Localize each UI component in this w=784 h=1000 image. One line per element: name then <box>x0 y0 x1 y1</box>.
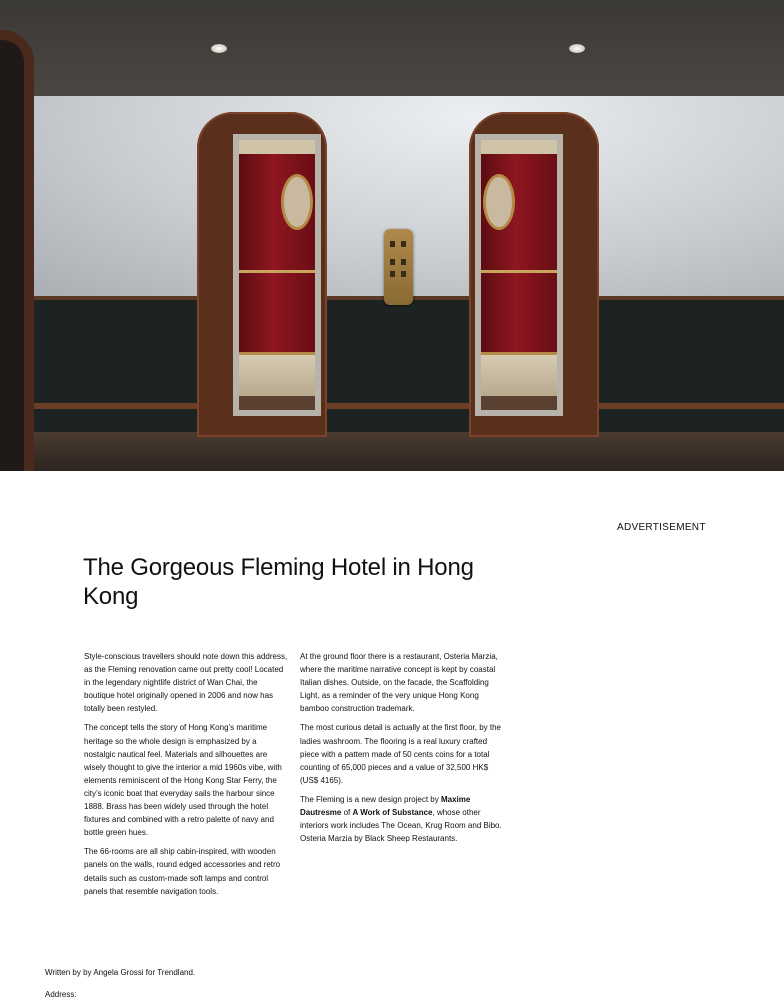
article-paragraph: The 66-rooms are all ship cabin-inspired, with wooden panels on the walls, round edged accessories and retro details such as custom-made soft lamps and control panels that resemble navigation tools. <box>84 847 281 896</box>
studio-link[interactable]: A Work of Substance <box>352 808 433 818</box>
article-paragraph: At the ground floor there is a restaurant, Osteria Marzia, where the maritime narrative concept is kept by coastal Italian dishes. Outside, on the facade, the Scaffolding Light, as a reminder of the very unique Hong Kong bamboo construction trademark. <box>300 652 498 714</box>
article-paragraph: Style-conscious travellers should note down this address, as the Fleming renovation came out pretty cool! Located in the legendary nightlife district of Wan Chai, the boutique hotel originally opened in 2006 and now has totally been restyled. <box>84 652 288 714</box>
doorway-arch <box>0 30 34 471</box>
porthole-mirror-icon <box>281 174 313 230</box>
article-paragraph: The most curious detail is actually at the first floor, by the ladies washroom. The flooring is a real luxury crafted piece with a pattern made of 50 cents coins for a total counting of 65,000 pieces and a value of 32,500 HK$ (US$ 4165). <box>300 723 501 785</box>
article-paragraph <box>300 793 505 845</box>
designer-link[interactable]: Maxime Dautresme <box>300 794 471 818</box>
paragraph-text: The Fleming is a new design project by <box>300 794 441 804</box>
skirting <box>0 403 784 409</box>
advertisement-label: ADVERTISEMENT <box>617 522 706 533</box>
article-column-left <box>84 650 289 904</box>
wall-panelling <box>0 298 784 438</box>
article-paragraph: The concept tells the story of Hong Kong’s maritime heritage so the whole design is emphasized by a nostalgic nautical feel. Materials and silhouettes are wisely thought to give the interior a mid 1960s vibe, with elements reminiscent of the Hong Kong Star Ferry, the city’s iconic boat that everyday sails the harbour since 1888. Brass has been widely used through the hotel fixtures and combined with a retro palette of navy and bottle green hues. <box>84 723 282 838</box>
porthole-mirror-icon <box>483 174 515 230</box>
article-column-right <box>300 650 505 851</box>
ceiling-light <box>211 44 227 53</box>
ceiling <box>0 0 784 96</box>
author-credit: Written by by Angela Grossi for Trendland. <box>45 968 196 977</box>
floor <box>0 432 784 471</box>
hero-image <box>0 0 784 471</box>
elevator-call-panel-icon <box>384 229 413 305</box>
article-title: The Gorgeous Fleming Hotel in Hong Kong <box>83 554 474 610</box>
paragraph-text: , whose other interiors work includes The Ocean, Krug Room and Bibo. Osteria Marzia by Black Sheep Restaurants. <box>300 808 502 844</box>
elevator-right <box>469 112 599 437</box>
ceiling-light <box>569 44 585 53</box>
address-label: Address: <box>45 990 77 999</box>
paragraph-text: of <box>341 808 353 818</box>
elevator-left <box>197 112 327 437</box>
